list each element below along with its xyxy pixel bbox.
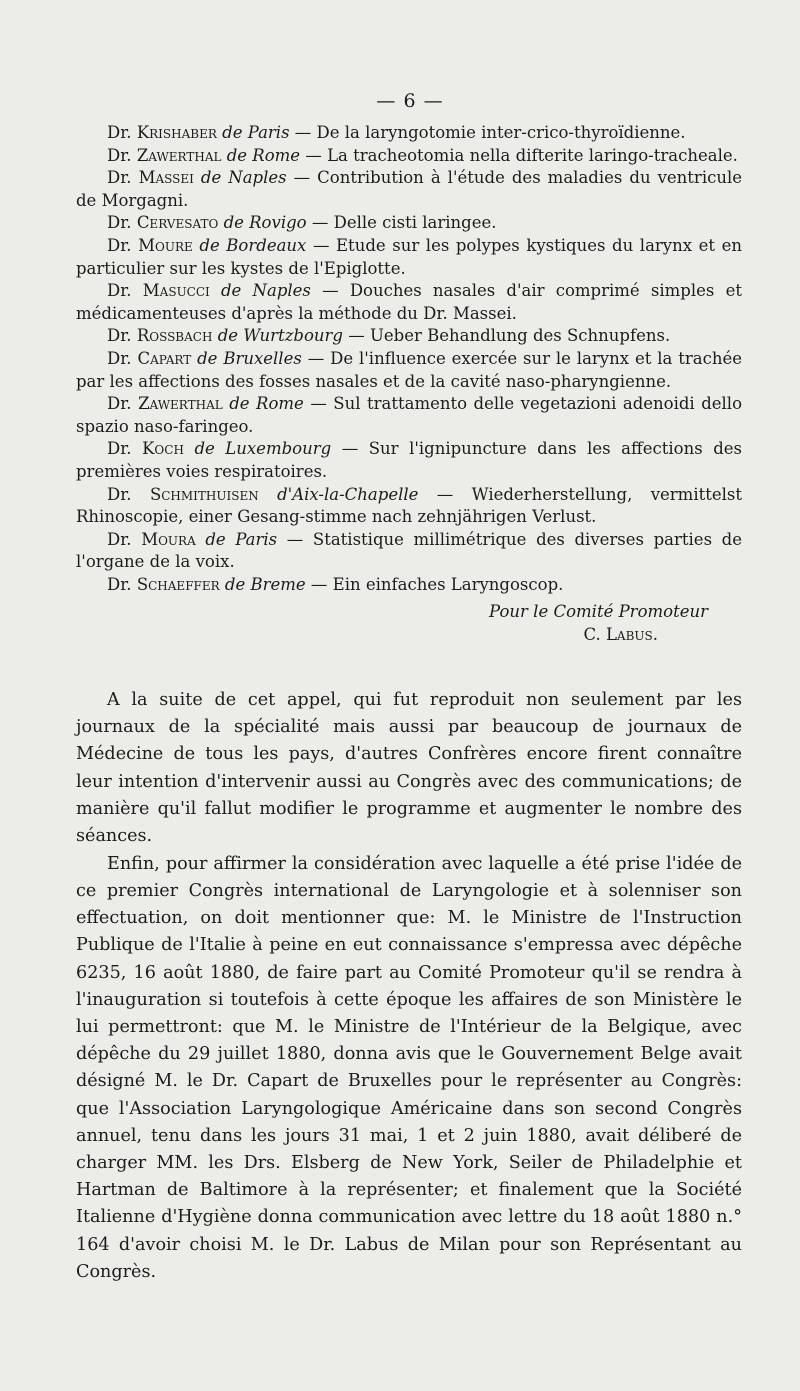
list-item: Dr. Schaeffer de Breme — Ein einfaches Laryngoscop. [107,574,564,594]
page-number: — 6 — [376,90,444,112]
list-item: Dr. Koch de Luxembourg — Sur l'ignipuncture dans les affections des premières voies respiratoires. [76,439,742,481]
list-item: Dr. Rossbach de Wurtzbourg — Ueber Behandlung des Schnupfens. [107,326,671,346]
list-item: Dr. Krishaber de Paris — De la laryngotomie inter-crico-thyroïdienne. [107,123,686,142]
list-item: Dr. Zawerthal de Rome — Sul trattamento delle vegetazioni adenoidi dello spazio naso-faringeo. [76,394,743,436]
paragraph: Enfin, pour affirmer la considération avec laquelle a été prise l'idée de ce premier Congrès international de Laryngologie et à solenniser son effectuation, on doit mentionner que: M. le Ministre de l'Instruction Publique de l'Italie à peine en eut connaissance s'empressa avec dépêche 6235, 16 août 1880, de faire part au Comité Promoteur qu'il se rendra à l'inauguration si toutefois à cette époque les affaires de son Ministère le lui permettront: que M. le Ministre de l'Intérieur de la Belgique, avec dépêche du 29 juillet 1880, donna avis que le Gouvernement Belge avait désigné M. le Dr. Capart de Bruxelles pour le représenter au Congrès: que l'Association Laryngologique Américaine dans son second Congrès annuel, tenu dans les jours 31 mai, 1 et 2 juin 1880, avait déliberé de charger MM. les Drs. Elsberg de New York, Seiler de Philadelphie et Hartman de Baltimore à la représenter; et finalement que la Société Italienne d'Hygiène donna communication avec lettre du 18 août 1880 n.° 164 d'avoir choisi M. le Dr. Labus de Milan pour son Représentant au Congrès. [76,853,742,1282]
list-item: Dr. Moura de Paris — Statistique millimétrique des diverses parties de l'organe de la voix. [76,529,742,572]
signature-name: C. Labus. [583,624,658,644]
list-item: Dr. Massei de Naples — Contribution à l'étude des maladies du ventricule de Morgagni. [76,168,743,210]
list-item: Dr. Capart de Bruxelles — De l'influence exercée sur le larynx et la trachée par les affections des fosses nasales et de la cavité naso-pharyngienne. [76,348,742,391]
list-item: Dr. Cervesato de Rovigo — Delle cisti laringee. [107,213,497,233]
signature-committee: Pour le Comité Promoteur [489,602,708,621]
signature-block [76,601,708,646]
list-item: Dr. Zawerthal de Rome — La tracheotomia nella difterite laringo-tracheale. [107,145,738,165]
list-item: Dr. Masucci de Naples — Douches nasales d'air comprimé simples et médicamenteuses d'après la méthode du Dr. Massei. [76,281,742,323]
paragraph: A la suite de cet appel, qui fut reproduit non seulement par les journaux de la spécialité mais aussi par beaucoup de journaux de Médecine de tous les pays, d'autres Confrères encore firent connaître leur intention d'intervenir aussi au Congrès avec des communications; de manière qu'il fallut modifier le programme et augmenter le nombre des séances. [76,690,742,847]
communication-list [76,122,742,596]
list-item: Dr. Schmithuisen d'Aix-la-Chapelle — Wiederherstellung, vermittelst Rhinoscopie, einer Gesang-stimme nach zehnjährigen Verlust. [76,484,742,527]
list-item: Dr. Moure de Bordeaux — Etude sur les polypes kystiques du larynx et en particulier sur les kystes de l'Epiglotte. [76,235,743,278]
body-text [76,687,742,1287]
